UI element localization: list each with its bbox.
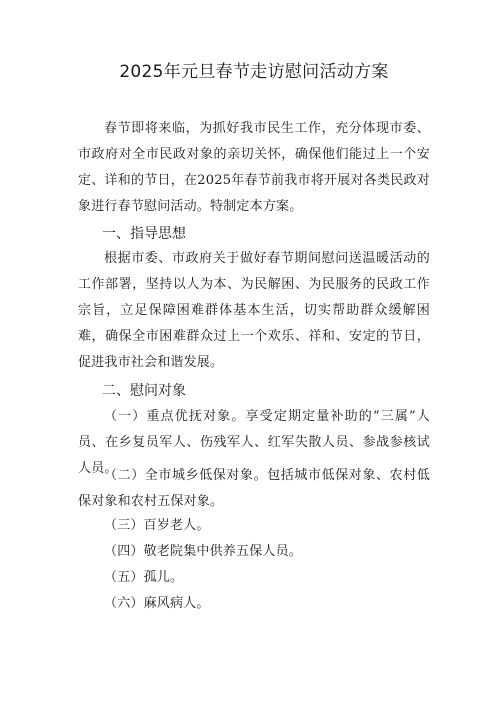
visit-target-item-5: （五）孤儿。 xyxy=(104,570,184,585)
section-heading-visit-targets: 二、慰问对象 xyxy=(102,383,186,399)
visit-target-item-3: （三）百岁老人。 xyxy=(104,518,210,533)
guiding-ideology-paragraph: 根据市委、市政府关于做好春节期间慰问送温暖活动的工作部署，坚持以人为本、为民解困、为民服务的民政工作宗旨，立足保障困难群体基本生活，切实帮助群众缓解困难，确保全市困难群众过上一个欢乐、祥和、安定的节日，促进我市社会和谐发展。 xyxy=(78,251,430,370)
section-heading-guiding-ideology: 一、指导思想 xyxy=(102,226,186,242)
document-title: 2025年元旦春节走访慰问活动方案 xyxy=(119,62,389,82)
visit-target-item-2: （二）全市城乡低保对象。包括城市低保对象、农村低保对象和农村五保对象。 xyxy=(78,468,430,509)
visit-target-item-6: （六）麻风病人。 xyxy=(104,596,210,611)
visit-target-item-4: （四）敬老院集中供养五保人员。 xyxy=(104,544,303,559)
intro-paragraph: 春节即将来临，为抓好我市民生工作，充分体现市委、市政府对全市民政对象的亲切关怀，确保他们能过上一个安定、详和的节日，在2025年春节前我市将开展对各类民政对象进行春节慰问活动。特制定本方案。 xyxy=(78,121,430,214)
visit-target-item-1: （一）重点优抚对象。享受定期定量补助的“三属”人员、在乡复员军人、伤残军人、红军失散人员、参战参核试人员。 xyxy=(78,409,430,476)
